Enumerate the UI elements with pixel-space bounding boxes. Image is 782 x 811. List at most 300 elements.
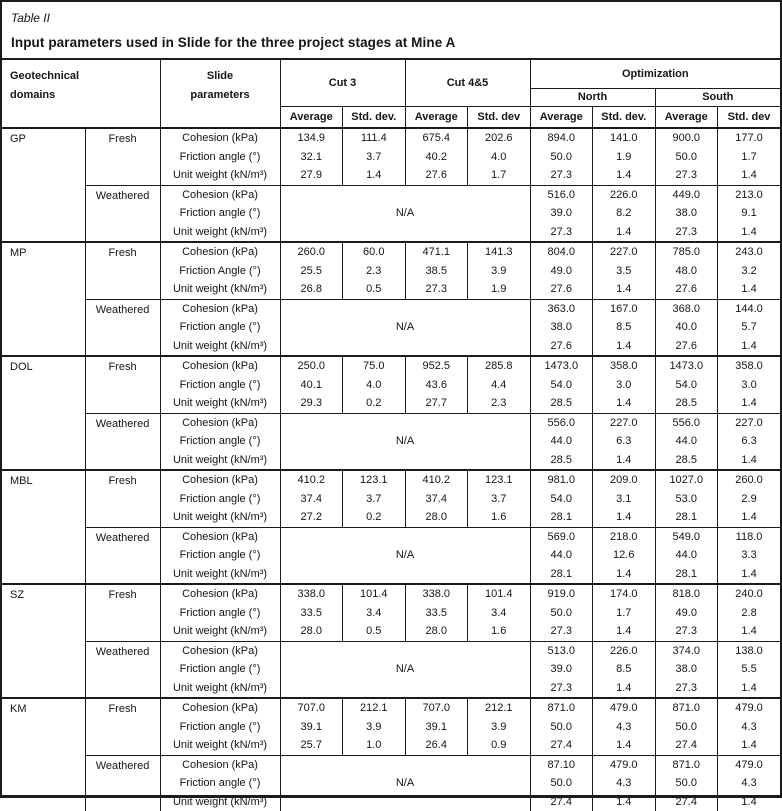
value-cell: 75.0 — [343, 356, 406, 376]
na-cell: N/A — [280, 185, 530, 242]
value-cell: 243.0 — [718, 242, 781, 262]
value-cell: 363.0 — [530, 299, 593, 318]
domain-block-gp — [2, 128, 780, 242]
param-label: Friction angle (°) — [160, 432, 280, 451]
table-row — [2, 527, 780, 546]
header-stat: Std. dev. — [593, 106, 656, 128]
value-cell: 50.0 — [655, 148, 718, 167]
value-cell: 556.0 — [530, 413, 593, 432]
domain-block-dol — [2, 356, 780, 470]
weathering-label: Weathered — [85, 641, 160, 698]
value-cell: 1.4 — [593, 166, 656, 185]
domain-name: KM — [2, 698, 85, 811]
weathering-label: Weathered — [85, 527, 160, 584]
value-cell: 38.0 — [655, 204, 718, 223]
value-cell: 871.0 — [530, 698, 593, 718]
header-stat: Std. dev — [468, 106, 531, 128]
value-cell: 471.1 — [405, 242, 468, 262]
value-cell: 50.0 — [530, 774, 593, 793]
value-cell: 1.4 — [593, 223, 656, 243]
domain-block-km — [2, 698, 780, 811]
param-label: Cohesion (kPa) — [160, 641, 280, 660]
weathering-label: Weathered — [85, 755, 160, 811]
value-cell: 3.9 — [468, 718, 531, 737]
na-cell: N/A — [280, 527, 530, 584]
table-row — [2, 242, 780, 262]
domain-name: DOL — [2, 356, 85, 470]
value-cell: 27.3 — [530, 166, 593, 185]
table-row — [2, 185, 780, 204]
value-cell: 28.1 — [530, 565, 593, 585]
value-cell: 3.5 — [593, 262, 656, 281]
value-cell: 1.4 — [593, 679, 656, 699]
value-cell: 3.9 — [468, 262, 531, 281]
value-cell: 368.0 — [655, 299, 718, 318]
value-cell: 6.3 — [718, 432, 781, 451]
value-cell: 516.0 — [530, 185, 593, 204]
value-cell: 1.4 — [718, 337, 781, 357]
weathering-label: Fresh — [85, 698, 160, 755]
value-cell: 38.0 — [530, 318, 593, 337]
header-stat: Std. dev. — [343, 106, 406, 128]
value-cell: 675.4 — [405, 128, 468, 148]
param-label: Cohesion (kPa) — [160, 584, 280, 604]
value-cell: 37.4 — [280, 490, 343, 509]
value-cell: 0.5 — [343, 280, 406, 299]
value-cell: 549.0 — [655, 527, 718, 546]
value-cell: 3.7 — [343, 148, 406, 167]
value-cell: 118.0 — [718, 527, 781, 546]
value-cell: 1.4 — [718, 565, 781, 585]
param-label: Unit weight (kN/m³) — [160, 565, 280, 585]
value-cell: 4.4 — [468, 376, 531, 395]
value-cell: 27.6 — [655, 337, 718, 357]
value-cell: 1.4 — [718, 622, 781, 641]
value-cell: 1.4 — [593, 793, 656, 811]
value-cell: 513.0 — [530, 641, 593, 660]
value-cell: 26.4 — [405, 736, 468, 755]
value-cell: 25.7 — [280, 736, 343, 755]
value-cell: 260.0 — [718, 470, 781, 490]
header-geotechnical-line1: Geotechnical — [10, 67, 160, 86]
table-row — [2, 470, 780, 490]
value-cell: 569.0 — [530, 527, 593, 546]
value-cell: 338.0 — [280, 584, 343, 604]
value-cell: 1.4 — [718, 223, 781, 243]
value-cell: 27.6 — [405, 166, 468, 185]
value-cell: 48.0 — [655, 262, 718, 281]
value-cell: 38.5 — [405, 262, 468, 281]
header-stat: Average — [405, 106, 468, 128]
value-cell: 1027.0 — [655, 470, 718, 490]
value-cell: 33.5 — [405, 604, 468, 623]
value-cell: 28.5 — [655, 451, 718, 471]
value-cell: 1473.0 — [530, 356, 593, 376]
value-cell: 3.0 — [593, 376, 656, 395]
value-cell: 8.5 — [593, 318, 656, 337]
value-cell: 27.6 — [530, 337, 593, 357]
value-cell: 952.5 — [405, 356, 468, 376]
weathering-label: Weathered — [85, 185, 160, 242]
value-cell: 227.0 — [718, 413, 781, 432]
header-optimization: Optimization — [530, 60, 780, 88]
param-label: Cohesion (kPa) — [160, 470, 280, 490]
value-cell: 4.3 — [718, 774, 781, 793]
value-cell: 9.1 — [718, 204, 781, 223]
value-cell: 818.0 — [655, 584, 718, 604]
value-cell: 4.3 — [593, 718, 656, 737]
table-row — [2, 698, 780, 718]
value-cell: 28.1 — [530, 508, 593, 527]
table-row — [2, 641, 780, 660]
table-caption — [2, 2, 780, 60]
value-cell: 981.0 — [530, 470, 593, 490]
value-cell: 227.0 — [593, 242, 656, 262]
value-cell: 202.6 — [468, 128, 531, 148]
value-cell: 101.4 — [468, 584, 531, 604]
value-cell: 37.4 — [405, 490, 468, 509]
header-slide-line1: Slide — [161, 67, 280, 86]
value-cell: 707.0 — [405, 698, 468, 718]
value-cell: 3.0 — [718, 376, 781, 395]
value-cell: 1.0 — [343, 736, 406, 755]
value-cell: 1.4 — [718, 508, 781, 527]
value-cell: 240.0 — [718, 584, 781, 604]
param-label: Cohesion (kPa) — [160, 413, 280, 432]
header-geotechnical-domains — [2, 60, 160, 128]
value-cell: 1.4 — [593, 508, 656, 527]
value-cell: 27.4 — [655, 736, 718, 755]
domain-block-sz — [2, 584, 780, 698]
value-cell: 1.4 — [718, 280, 781, 299]
domain-name: GP — [2, 128, 85, 242]
value-cell: 28.0 — [405, 622, 468, 641]
param-label: Friction angle (°) — [160, 148, 280, 167]
domain-block-mp — [2, 242, 780, 356]
value-cell: 54.0 — [530, 490, 593, 509]
weathering-label: Fresh — [85, 128, 160, 185]
value-cell: 1.4 — [593, 394, 656, 413]
value-cell: 1.4 — [718, 451, 781, 471]
value-cell: 28.5 — [530, 394, 593, 413]
param-label: Friction angle (°) — [160, 318, 280, 337]
param-label: Cohesion (kPa) — [160, 755, 280, 774]
value-cell: 39.0 — [530, 660, 593, 679]
value-cell: 479.0 — [593, 755, 656, 774]
value-cell: 26.8 — [280, 280, 343, 299]
value-cell: 134.9 — [280, 128, 343, 148]
table-title: Input parameters used in Slide for the three project stages at Mine A — [11, 35, 771, 51]
value-cell: 27.3 — [530, 622, 593, 641]
value-cell: 28.1 — [655, 565, 718, 585]
value-cell: 27.4 — [530, 736, 593, 755]
table-row — [2, 755, 780, 774]
value-cell: 60.0 — [343, 242, 406, 262]
header-stat: Average — [655, 106, 718, 128]
value-cell: 33.5 — [280, 604, 343, 623]
weathering-label: Fresh — [85, 470, 160, 527]
param-label: Cohesion (kPa) — [160, 185, 280, 204]
value-cell: 900.0 — [655, 128, 718, 148]
value-cell: 54.0 — [530, 376, 593, 395]
value-cell: 894.0 — [530, 128, 593, 148]
value-cell: 4.0 — [468, 148, 531, 167]
value-cell: 1.7 — [468, 166, 531, 185]
header-slide-line2: parameters — [161, 86, 280, 105]
value-cell: 111.4 — [343, 128, 406, 148]
value-cell: 1.6 — [468, 622, 531, 641]
table-row — [2, 356, 780, 376]
header-south: South — [655, 88, 780, 106]
value-cell: 50.0 — [530, 148, 593, 167]
param-label: Friction angle (°) — [160, 604, 280, 623]
header-north: North — [530, 88, 655, 106]
param-label: Unit weight (kN/m³) — [160, 166, 280, 185]
input-parameters-table — [2, 60, 780, 811]
value-cell: 4.3 — [718, 718, 781, 737]
value-cell: 1.4 — [593, 565, 656, 585]
value-cell: 2.9 — [718, 490, 781, 509]
value-cell: 44.0 — [655, 432, 718, 451]
value-cell: 260.0 — [280, 242, 343, 262]
value-cell: 1.4 — [718, 394, 781, 413]
value-cell: 479.0 — [593, 698, 656, 718]
weathering-label: Weathered — [85, 299, 160, 356]
value-cell: 1.7 — [593, 604, 656, 623]
value-cell: 32.1 — [280, 148, 343, 167]
param-label: Unit weight (kN/m³) — [160, 451, 280, 471]
value-cell: 0.9 — [468, 736, 531, 755]
param-label: Unit weight (kN/m³) — [160, 337, 280, 357]
value-cell: 226.0 — [593, 641, 656, 660]
value-cell: 1.4 — [718, 679, 781, 699]
value-cell: 3.3 — [718, 546, 781, 565]
value-cell: 101.4 — [343, 584, 406, 604]
value-cell: 12.6 — [593, 546, 656, 565]
value-cell: 338.0 — [405, 584, 468, 604]
value-cell: 50.0 — [655, 774, 718, 793]
value-cell: 410.2 — [280, 470, 343, 490]
value-cell: 27.3 — [655, 166, 718, 185]
param-label: Unit weight (kN/m³) — [160, 679, 280, 699]
value-cell: 358.0 — [718, 356, 781, 376]
value-cell: 27.3 — [655, 679, 718, 699]
weathering-label: Fresh — [85, 356, 160, 413]
value-cell: 53.0 — [655, 490, 718, 509]
param-label: Unit weight (kN/m³) — [160, 622, 280, 641]
value-cell: 1.6 — [468, 508, 531, 527]
value-cell: 1.4 — [593, 736, 656, 755]
param-label: Unit weight (kN/m³) — [160, 223, 280, 243]
value-cell: 49.0 — [655, 604, 718, 623]
value-cell: 212.1 — [343, 698, 406, 718]
na-cell: N/A — [280, 413, 530, 470]
value-cell: 27.4 — [655, 793, 718, 811]
value-cell: 39.1 — [405, 718, 468, 737]
value-cell: 3.7 — [343, 490, 406, 509]
value-cell: 27.6 — [655, 280, 718, 299]
value-cell: 212.1 — [468, 698, 531, 718]
value-cell: 6.3 — [593, 432, 656, 451]
param-label: Unit weight (kN/m³) — [160, 508, 280, 527]
value-cell: 50.0 — [655, 718, 718, 737]
value-cell: 285.8 — [468, 356, 531, 376]
value-cell: 87.10 — [530, 755, 593, 774]
value-cell: 4.3 — [593, 774, 656, 793]
value-cell: 44.0 — [530, 546, 593, 565]
table-header — [2, 60, 780, 128]
value-cell: 49.0 — [530, 262, 593, 281]
header-stat: Std. dev — [718, 106, 781, 128]
param-label: Cohesion (kPa) — [160, 698, 280, 718]
value-cell: 27.3 — [530, 223, 593, 243]
value-cell: 174.0 — [593, 584, 656, 604]
param-label: Friction angle (°) — [160, 546, 280, 565]
value-cell: 5.5 — [718, 660, 781, 679]
param-label: Friction angle (°) — [160, 204, 280, 223]
weathering-label: Weathered — [85, 413, 160, 470]
value-cell: 1.4 — [593, 280, 656, 299]
value-cell: 44.0 — [530, 432, 593, 451]
param-label: Friction angle (°) — [160, 718, 280, 737]
value-cell: 4.0 — [343, 376, 406, 395]
param-label: Unit weight (kN/m³) — [160, 280, 280, 299]
header-cut45: Cut 4&5 — [405, 60, 530, 106]
value-cell: 707.0 — [280, 698, 343, 718]
value-cell: 27.3 — [655, 622, 718, 641]
value-cell: 141.0 — [593, 128, 656, 148]
value-cell: 871.0 — [655, 698, 718, 718]
value-cell: 2.3 — [468, 394, 531, 413]
value-cell: 28.0 — [280, 622, 343, 641]
value-cell: 27.4 — [530, 793, 593, 811]
value-cell: 227.0 — [593, 413, 656, 432]
na-cell: N/A — [280, 641, 530, 698]
value-cell: 50.0 — [530, 604, 593, 623]
value-cell: 50.0 — [530, 718, 593, 737]
value-cell: 0.2 — [343, 508, 406, 527]
param-label: Cohesion (kPa) — [160, 128, 280, 148]
value-cell: 43.6 — [405, 376, 468, 395]
param-label: Friction angle (°) — [160, 774, 280, 793]
value-cell: 479.0 — [718, 755, 781, 774]
header-stat: Average — [530, 106, 593, 128]
value-cell: 1.4 — [718, 166, 781, 185]
weathering-label: Fresh — [85, 584, 160, 641]
value-cell: 39.1 — [280, 718, 343, 737]
param-label: Cohesion (kPa) — [160, 356, 280, 376]
value-cell: 479.0 — [718, 698, 781, 718]
value-cell: 5.7 — [718, 318, 781, 337]
value-cell: 54.0 — [655, 376, 718, 395]
value-cell: 226.0 — [593, 185, 656, 204]
domain-name: MP — [2, 242, 85, 356]
value-cell: 804.0 — [530, 242, 593, 262]
param-label: Unit weight (kN/m³) — [160, 793, 280, 811]
param-label: Friction angle (°) — [160, 376, 280, 395]
value-cell: 27.3 — [655, 223, 718, 243]
param-label: Unit weight (kN/m³) — [160, 394, 280, 413]
value-cell: 138.0 — [718, 641, 781, 660]
value-cell: 1.7 — [718, 148, 781, 167]
value-cell: 218.0 — [593, 527, 656, 546]
value-cell: 3.7 — [468, 490, 531, 509]
value-cell: 1.4 — [593, 337, 656, 357]
value-cell: 28.5 — [530, 451, 593, 471]
value-cell: 123.1 — [343, 470, 406, 490]
value-cell: 40.0 — [655, 318, 718, 337]
value-cell: 250.0 — [280, 356, 343, 376]
value-cell: 871.0 — [655, 755, 718, 774]
param-label: Unit weight (kN/m³) — [160, 736, 280, 755]
value-cell: 167.0 — [593, 299, 656, 318]
header-geotechnical-line2: domains — [10, 86, 160, 105]
value-cell: 3.4 — [343, 604, 406, 623]
value-cell: 1.9 — [468, 280, 531, 299]
value-cell: 28.0 — [405, 508, 468, 527]
param-label: Cohesion (kPa) — [160, 299, 280, 318]
value-cell: 44.0 — [655, 546, 718, 565]
value-cell: 2.8 — [718, 604, 781, 623]
domain-block-mbl — [2, 470, 780, 584]
header-cut3: Cut 3 — [280, 60, 405, 106]
value-cell: 29.3 — [280, 394, 343, 413]
value-cell: 209.0 — [593, 470, 656, 490]
value-cell: 1.9 — [593, 148, 656, 167]
value-cell: 2.3 — [343, 262, 406, 281]
value-cell: 3.2 — [718, 262, 781, 281]
domain-name: MBL — [2, 470, 85, 584]
value-cell: 1473.0 — [655, 356, 718, 376]
value-cell: 1.4 — [593, 622, 656, 641]
value-cell: 27.3 — [405, 280, 468, 299]
header-slide-parameters — [160, 60, 280, 128]
value-cell: 0.2 — [343, 394, 406, 413]
value-cell: 1.4 — [718, 793, 781, 811]
value-cell: 3.1 — [593, 490, 656, 509]
value-cell: 1.4 — [718, 736, 781, 755]
value-cell: 40.1 — [280, 376, 343, 395]
value-cell: 27.7 — [405, 394, 468, 413]
table-row — [2, 299, 780, 318]
weathering-label: Fresh — [85, 242, 160, 299]
header-stat: Average — [280, 106, 343, 128]
value-cell: 1.4 — [593, 451, 656, 471]
table-row — [2, 584, 780, 604]
param-label: Friction Angle (°) — [160, 262, 280, 281]
value-cell: 374.0 — [655, 641, 718, 660]
value-cell: 410.2 — [405, 470, 468, 490]
value-cell: 28.5 — [655, 394, 718, 413]
value-cell: 1.4 — [343, 166, 406, 185]
value-cell: 556.0 — [655, 413, 718, 432]
header-row-groups — [2, 60, 780, 88]
value-cell: 3.9 — [343, 718, 406, 737]
value-cell: 8.2 — [593, 204, 656, 223]
value-cell: 40.2 — [405, 148, 468, 167]
param-label: Friction angle (°) — [160, 490, 280, 509]
value-cell: 38.0 — [655, 660, 718, 679]
table-label: Table II — [11, 11, 771, 25]
value-cell: 3.4 — [468, 604, 531, 623]
value-cell: 213.0 — [718, 185, 781, 204]
value-cell: 144.0 — [718, 299, 781, 318]
value-cell: 27.2 — [280, 508, 343, 527]
value-cell: 25.5 — [280, 262, 343, 281]
table-row — [2, 128, 780, 148]
value-cell: 358.0 — [593, 356, 656, 376]
value-cell: 0.5 — [343, 622, 406, 641]
